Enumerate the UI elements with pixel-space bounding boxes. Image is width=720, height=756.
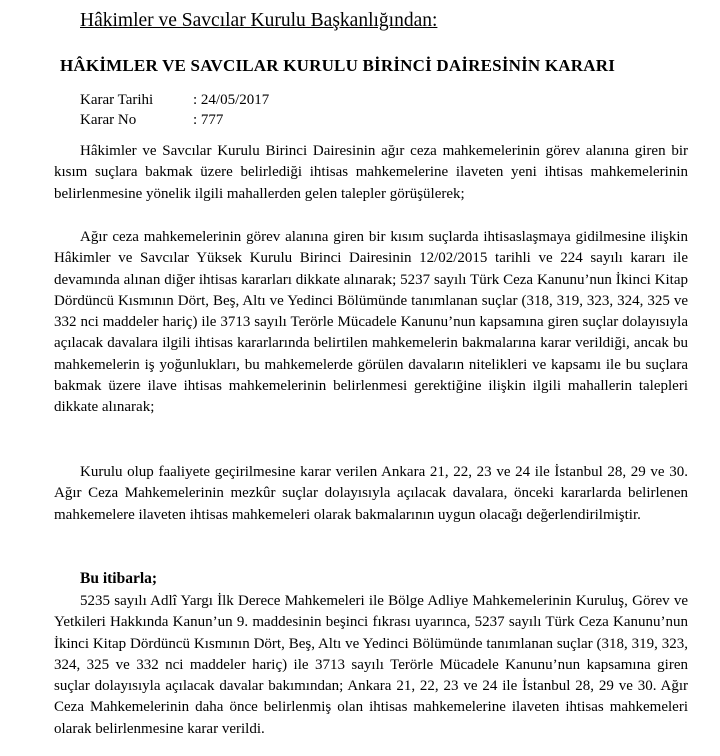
decision-number-label: Karar No xyxy=(80,112,137,128)
decision-title: HÂKİMLER VE SAVCILAR KURULU BİRİNCİ DAİRESİNİN KARARI xyxy=(60,56,616,75)
paragraph-decision: 5235 sayılı Adlî Yargı İlk Derece Mahkemeleri ile Bölge Adliye Mahkemelerinin Kuruluş, Görev ve Yetkileri Hakkında Kanun’un 9. maddesinin beşinci fıkrası uyarınca, 5237 sayılı Türk Ceza Kanunu’nun İkinci Kitap Dördüncü Kısmının Dört, Beş, Altı ve Yedinci Bölümünde tanımlanan suçlar (318, 319, 323, 324, 325 ve 332 nci maddeler hariç) ile 3713 sayılı Terörle Mücadele Kanunu’nun kapsamına giren suçlar dolayısıyla açılacak davalar bakımından; Ankara 21, 22, 23 ve 24 ile İstanbul 28, 29 ve 30. Ağır Ceza Mahkemelerinin daha önce belirlenmiş olan ihtisas mahkemelerine ilaveten ihtisas mahkemeleri olarak belirlenmesine karar verildi. xyxy=(54,593,688,737)
decision-date-value: : 24/05/2017 xyxy=(193,92,270,108)
paragraph-evaluation: Kurulu olup faaliyete geçirilmesine karar verilen Ankara 21, 22, 23 ve 24 ile İstanbul 28, 29 ve 30. Ağır Ceza Mahkemelerinin mezkûr suçlar dolayısıyla açılacak davalara, önceki kararlarda belirlenen mahkemelere ilaveten ihtisas mahkemeleri olarak bakmalarının uygun olacağı değerlendirilmiştir. xyxy=(54,464,688,523)
document-header: Hâkimler ve Savcılar Kurulu Başkanlığından: xyxy=(80,10,438,31)
decision-number-value: : 777 xyxy=(193,112,224,128)
paragraph-background: Ağır ceza mahkemelerinin görev alanına giren bir kısım suçlarda ihtisaslaşmaya gidilmesine ilişkin Hâkimler ve Savcılar Yüksek Kurulu Birinci Dairesinin 12/02/2015 tarihli ve 224 sayılı kararı ile devamında alınan diğer ihtisas kararları dikkate alınarak; 5237 sayılı Türk Ceza Kanunu’nun İkinci Kitap Dördüncü Kısmının Dört, Beş, Altı ve Yedinci Bölümünde tanımlanan suçlar (318, 319, 323, 324, 325 ve 332 nci maddeler hariç) ile 3713 sayılı Terörle Mücadele Kanunu’nun kapsamına giren suçlar dolayısıyla açılacak davalara ilgili ihtisas kararlarında belirtilen mahkemelerin bakmalarına karar verildiği, ancak bu mahkemelerin iş yoğunlukları, bu mahkemelerde görülen davaların nitelikleri ve kapsamı ile bu suçlara bakmak üzere ilave ihtisas mahkemelerinin belirlenmesi gerektiğine ilişkin ilgili mahallerin talepleri dikkate alınarak; xyxy=(54,229,688,416)
paragraph-intro: Hâkimler ve Savcılar Kurulu Birinci Dairesinin ağır ceza mahkemelerinin görev alanına giren bir kısım suçlara bakmak üzere belirlediği ihtisas mahkemelerine ilaveten yeni ihtisas mahkemelerinin belirlenmesine yönelik ilgili mahallerden gelen talepler görüşülerek; xyxy=(54,143,688,202)
decision-date-row xyxy=(80,92,269,109)
decision-number-row xyxy=(80,112,223,129)
decision-date-label: Karar Tarihi xyxy=(80,92,154,108)
decision-heading: Bu itibarla; xyxy=(80,570,158,587)
